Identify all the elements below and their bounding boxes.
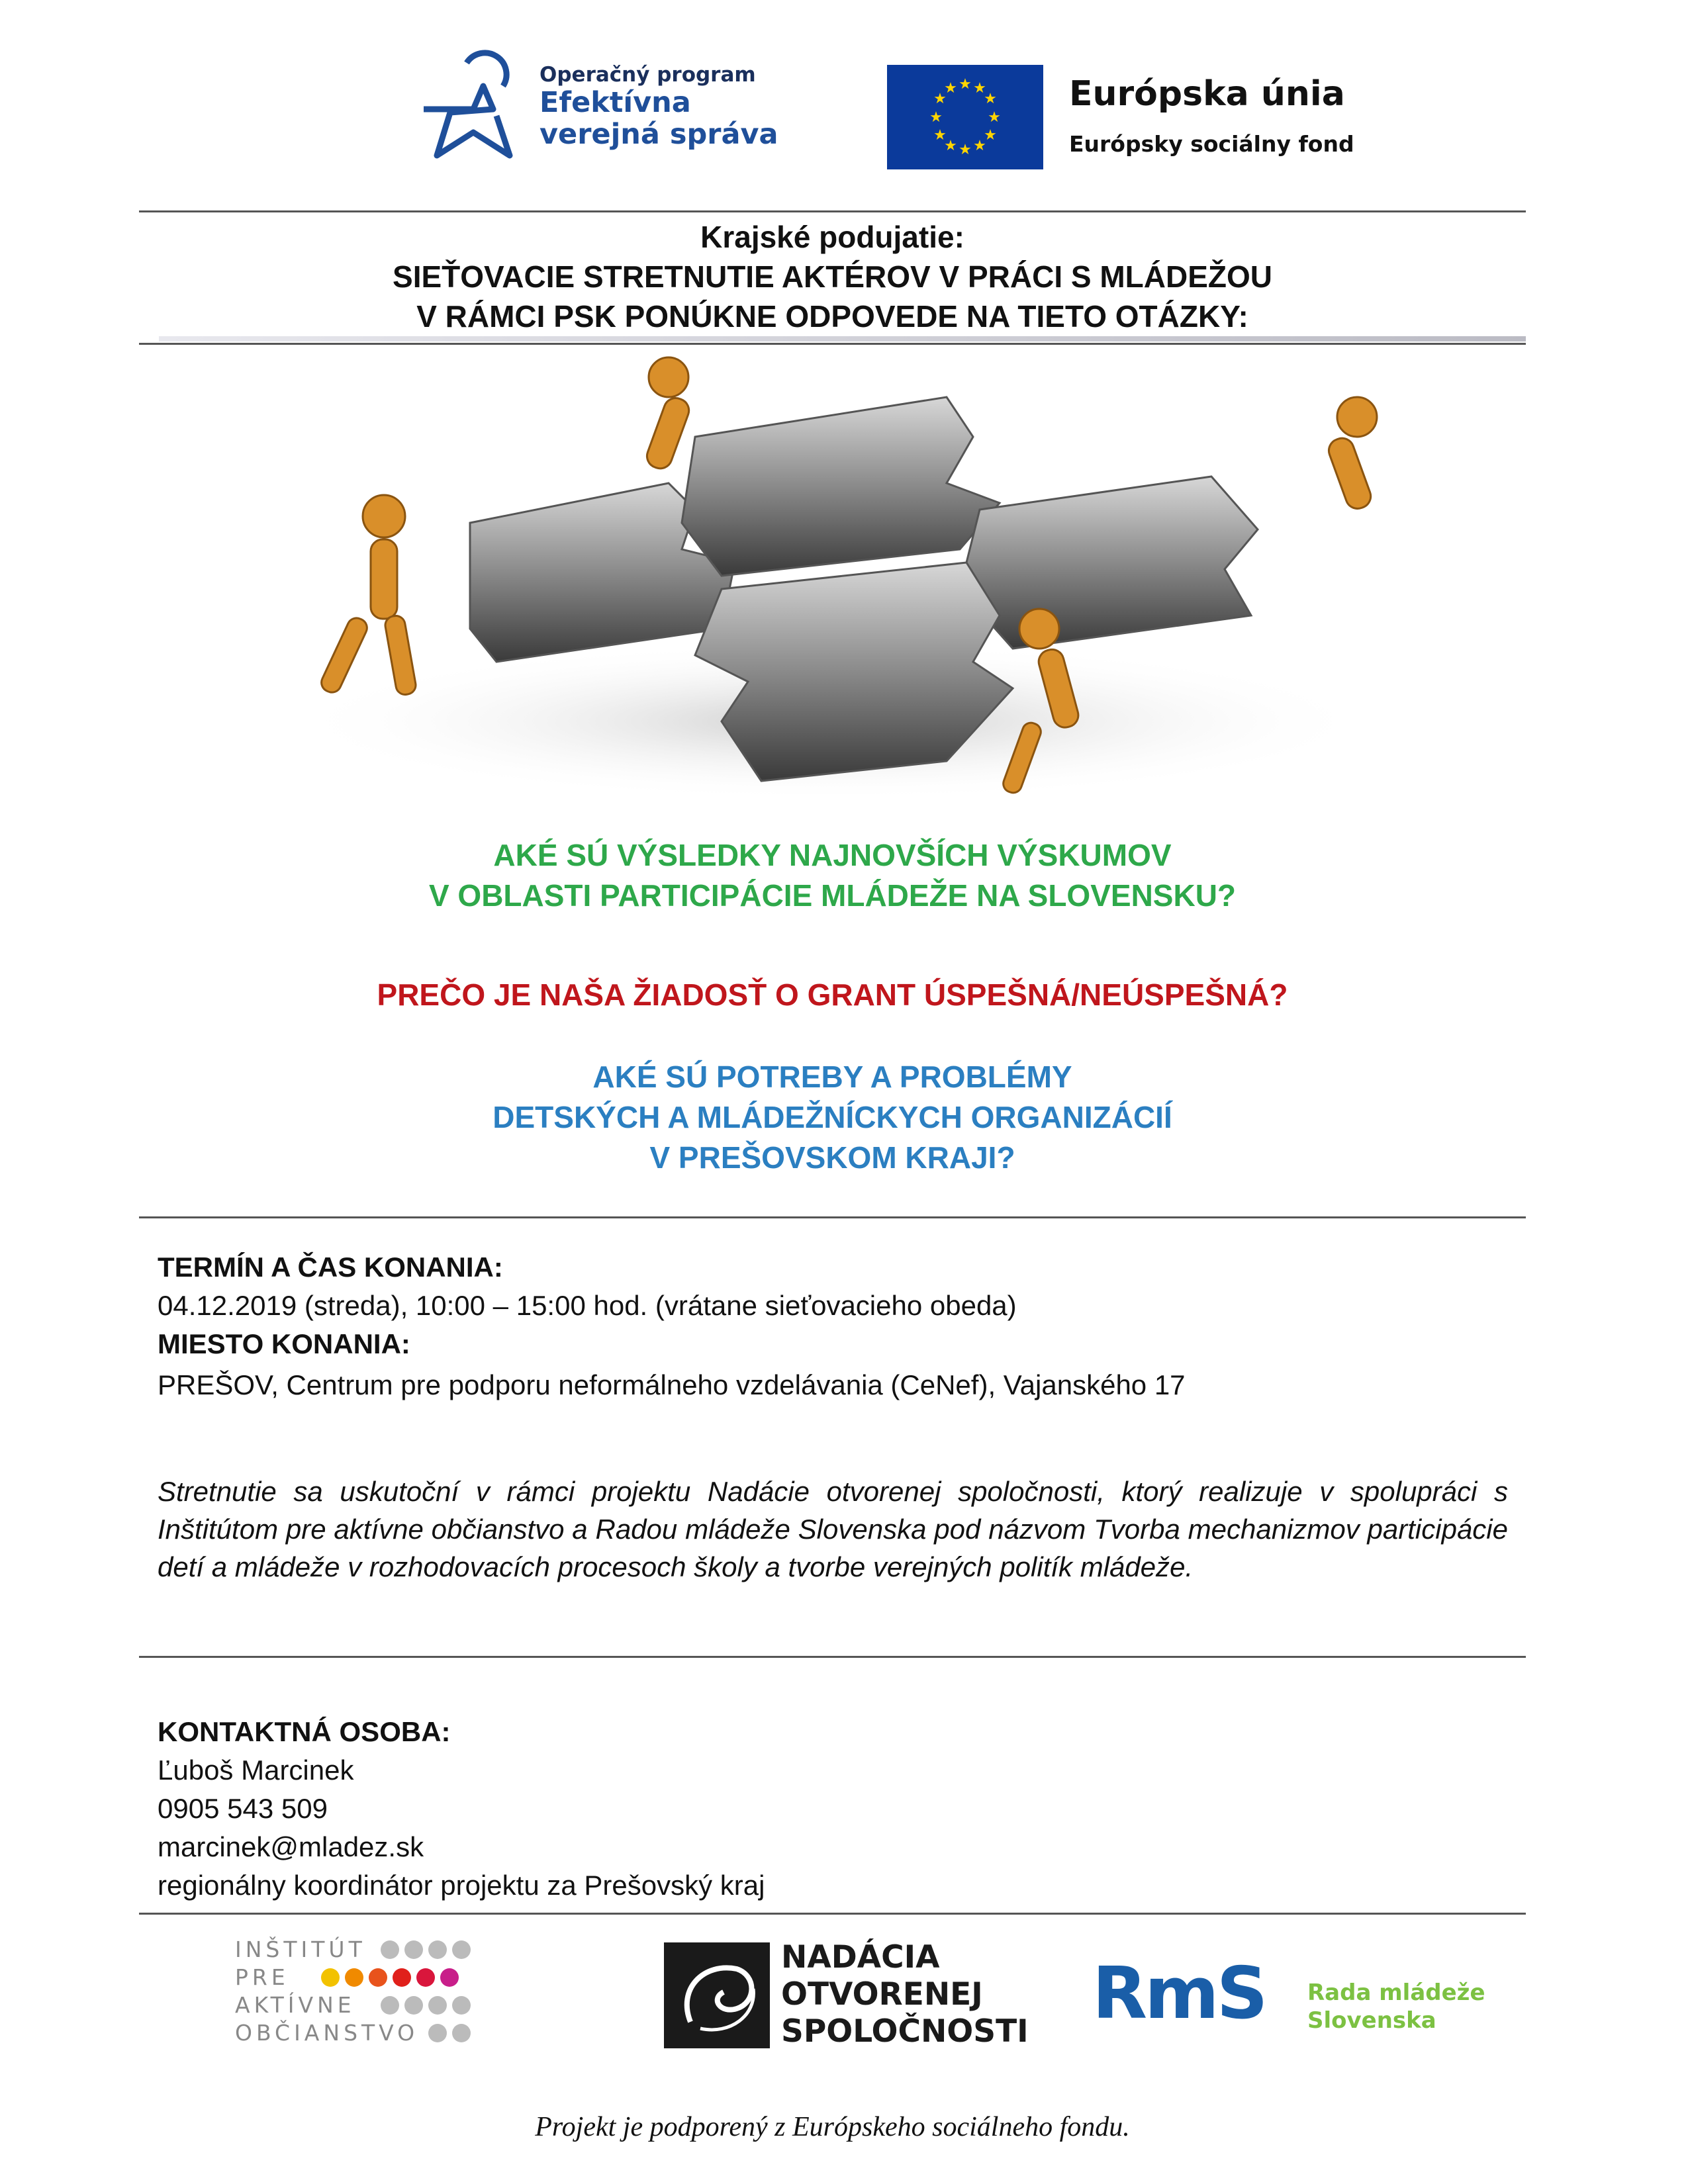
ipao-line-1: INŠTITÚT bbox=[235, 1936, 366, 1962]
question-blue-line-2: DETSKÝCH A MLÁDEŽNÍCKYCH ORGANIZÁCIÍ bbox=[492, 1100, 1172, 1134]
nos-emblem bbox=[664, 1942, 770, 2048]
title-shadow-bar bbox=[159, 336, 1526, 341]
svg-text:★: ★ bbox=[984, 127, 997, 144]
question-needs bbox=[139, 1057, 1526, 1178]
title-line-2: SIEŤOVACIE STRETNUTIE AKTÉROV V PRÁCI S MLÁDEŽOU bbox=[393, 259, 1272, 294]
eu-text bbox=[1069, 74, 1354, 157]
nos-text bbox=[781, 1939, 1029, 2050]
footer-note: Projekt je podporený z Európskeho sociálneho fondu. bbox=[535, 2112, 1130, 2142]
puzzle-illustration bbox=[218, 351, 1443, 814]
title-line-1: Krajské podujatie: bbox=[700, 220, 964, 254]
contact-label: KONTAKTNÁ OSOBA: bbox=[158, 1716, 451, 1747]
svg-text:★: ★ bbox=[933, 91, 947, 107]
divider bbox=[139, 1913, 1526, 1915]
rms-sub-line-1: Rada mládeže bbox=[1307, 1979, 1485, 2006]
ipao-logo bbox=[235, 1936, 513, 2048]
term-label: TERMÍN A ČAS KONANIA: bbox=[158, 1251, 503, 1283]
rms-sub-line-2: Slovenska bbox=[1307, 2007, 1436, 2034]
nos-line-3: SPOLOČNOSTI bbox=[781, 2013, 1029, 2050]
eu-stars-icon bbox=[887, 65, 1043, 169]
op-evs-logo bbox=[410, 46, 821, 179]
rms-subtitle bbox=[1307, 1979, 1485, 2034]
divider bbox=[139, 210, 1526, 212]
svg-text:★: ★ bbox=[944, 138, 957, 154]
question-blue-line-1: AKÉ SÚ POTREBY A PROBLÉMY bbox=[592, 1060, 1072, 1094]
nos-line-2: OTVORENEJ bbox=[781, 1976, 983, 2013]
question-blue-line-3: V PREŠOVSKOM KRAJI? bbox=[649, 1140, 1015, 1175]
eu-subtitle: Európsky sociálny fond bbox=[1069, 131, 1354, 157]
event-title bbox=[139, 217, 1526, 336]
eu-title: Európska únia bbox=[1069, 74, 1345, 114]
swirl-icon bbox=[664, 1942, 770, 2048]
svg-text:★: ★ bbox=[984, 91, 997, 107]
title-line-3: V RÁMCI PSK PONÚKNE ODPOVEDE NA TIETO OTÁZKY: bbox=[416, 299, 1248, 334]
place-label: MIESTO KONANIA: bbox=[158, 1328, 410, 1359]
rms-logo: RmS bbox=[1092, 1952, 1266, 2035]
contact-email: marcinek@mladez.sk bbox=[158, 1831, 424, 1862]
divider bbox=[139, 343, 1526, 345]
divider bbox=[139, 1216, 1526, 1218]
contact-block bbox=[158, 1713, 765, 1905]
contact-role: regionálny koordinátor projektu za Prešovský kraj bbox=[158, 1870, 765, 1901]
project-note: Stretnutie sa uskutoční v rámci projektu Nadácie otvorenej spoločnosti, ktorý realizuje v spolupráci s Inštitútom pre aktívne občianstvo a Radou mládeže Slovenska pod názvom Tvorba mechanizmov participácie detí a mládeže v rozhodovacích procesoch školy a tvorbe verejných politík mládeže. bbox=[158, 1476, 1508, 1582]
svg-text:★: ★ bbox=[973, 80, 986, 97]
question-green-line-1: AKÉ SÚ VÝSLEDKY NAJNOVŠÍCH VÝSKUMOV bbox=[493, 838, 1172, 872]
svg-text:★: ★ bbox=[959, 142, 972, 158]
svg-text:★: ★ bbox=[929, 109, 943, 126]
svg-text:★: ★ bbox=[973, 138, 986, 154]
question-green-line-2: V OBLASTI PARTICIPÁCIE MLÁDEŽE NA SLOVENSKU? bbox=[428, 878, 1237, 913]
question-research bbox=[139, 835, 1526, 916]
contact-phone: 0905 543 509 bbox=[158, 1793, 328, 1824]
ipao-line-3: AKTÍVNE bbox=[235, 1992, 355, 2018]
question-grant bbox=[139, 975, 1526, 1015]
question-red-line: PREČO JE NAŠA ŽIADOSŤ O GRANT ÚSPEŠNÁ/NEÚSPEŠNÁ? bbox=[377, 978, 1288, 1012]
divider bbox=[139, 1656, 1526, 1658]
eu-flag bbox=[887, 65, 1043, 169]
event-info bbox=[158, 1248, 1508, 1404]
term-value: 04.12.2019 (streda), 10:00 – 15:00 hod. (vrátane sieťovacieho obeda) bbox=[158, 1290, 1017, 1321]
svg-text:★: ★ bbox=[988, 109, 1001, 126]
op-line1: Efektívna bbox=[539, 86, 691, 119]
ipao-line-2: PRE bbox=[235, 1964, 289, 1990]
ipao-line-4: OBČIANSTVO bbox=[235, 2020, 419, 2046]
svg-text:★: ★ bbox=[944, 80, 957, 97]
op-small-label: Operačný program bbox=[539, 63, 756, 87]
place-value: PREŠOV, Centrum pre podporu neformálneho vzdelávania (CeNef), Vajanského 17 bbox=[158, 1369, 1186, 1400]
svg-text:★: ★ bbox=[959, 76, 972, 93]
op-line2: verejná správa bbox=[539, 118, 778, 151]
nos-line-1: NADÁCIA bbox=[781, 1939, 940, 1976]
person-star-icon bbox=[410, 46, 543, 179]
svg-text:★: ★ bbox=[933, 127, 947, 144]
contact-name: Ľuboš Marcinek bbox=[158, 1754, 354, 1786]
